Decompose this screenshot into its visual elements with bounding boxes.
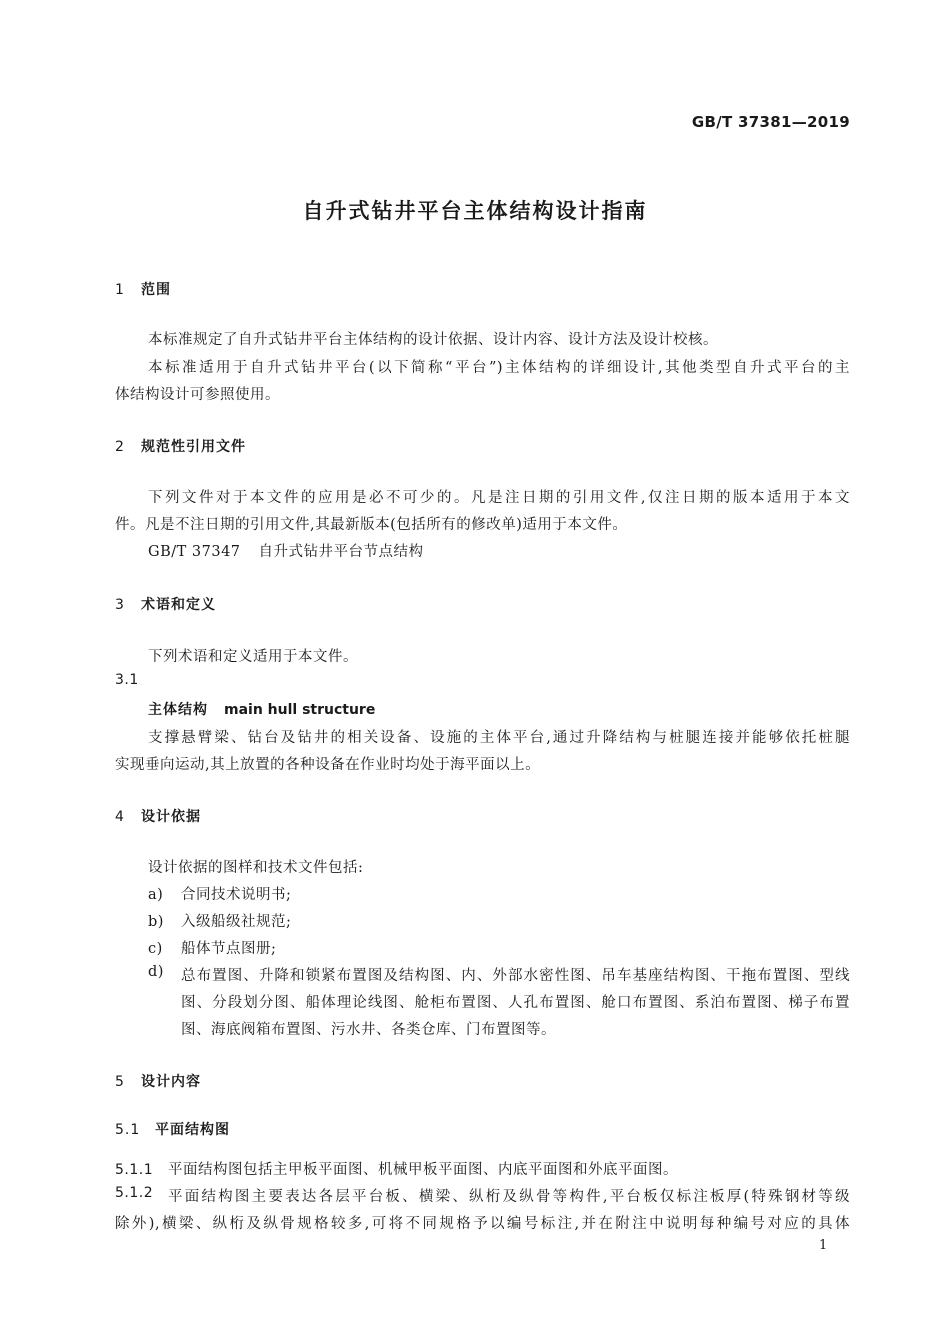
list-text: 船体节点图册;	[181, 941, 277, 957]
list-label: b)	[148, 914, 164, 930]
list-text-line: 总布置图、升降和锁紧布置图及结构图、内、外部水密性图、吊车基座结构图、干拖布置图、型线	[181, 968, 850, 984]
paragraph-line: 下列文件对于本文件的应用是必不可少的。凡是注日期的引用文件,仅注日期的版本适用于本文	[148, 490, 850, 506]
clause-number: 5.1.2	[115, 1185, 154, 1201]
standard-number: GB/T 37381—2019	[691, 113, 850, 131]
reference-code: GB/T 37347	[148, 544, 241, 560]
section-1-heading	[115, 279, 171, 299]
subsection-number: 5.1	[115, 1122, 141, 1138]
section-number: 2	[115, 439, 125, 455]
paragraph: 设计依据的图样和技术文件包括:	[148, 860, 364, 876]
document-title: 自升式钻井平台主体结构设计指南	[302, 199, 648, 223]
subsection-5-1-heading	[115, 1119, 230, 1139]
reference-title: 自升式钻井平台节点结构	[258, 544, 424, 560]
paragraph: 下列术语和定义适用于本文件。	[148, 649, 358, 665]
section-title: 设计依据	[141, 809, 201, 825]
list-text-line: 图、分段划分图、船体理论线图、舱柜布置图、人孔布置图、舱口布置图、系泊布置图、梯子布置	[181, 995, 850, 1011]
section-5-heading	[115, 1071, 201, 1091]
clause-text-line: 除外),横梁、纵桁及纵骨规格较多,可将不同规格予以编号标注,并在附注中说明每种编号对应的具体	[115, 1216, 850, 1232]
term-chinese: 主体结构	[148, 702, 208, 718]
list-item	[148, 883, 291, 904]
list-text: 入级船级社规范;	[181, 914, 292, 930]
subsection-title: 平面结构图	[155, 1122, 230, 1138]
clause-text: 平面结构图包括主甲板平面图、机械甲板平面图、内底平面图和外底平面图。	[168, 1162, 678, 1178]
section-4-heading	[115, 806, 201, 826]
definition-line: 支撑悬臂梁、钻台及钻井的相关设备、设施的主体平台,通过升降结构与桩腿连接并能够依托桩腿	[148, 730, 850, 746]
clause-text-line: 平面结构图主要表达各层平台板、横梁、纵桁及纵骨等构件,平台板仅标注板厚(特殊钢材等级	[168, 1189, 850, 1205]
paragraph-line: 件。凡是不注日期的引用文件,其最新版本(包括所有的修改单)适用于本文件。	[115, 517, 628, 533]
page-number: 1	[819, 1238, 828, 1253]
section-number: 5	[115, 1074, 125, 1090]
list-item	[148, 937, 276, 958]
term-english: main hull structure	[224, 702, 376, 718]
section-title: 范围	[141, 282, 171, 298]
section-number: 3	[115, 597, 125, 613]
clause-5-1-1	[115, 1158, 678, 1179]
section-title: 术语和定义	[141, 597, 216, 613]
definition-line: 实现垂向运动,其上放置的各种设备在作业时均处于海平面以上。	[115, 757, 541, 773]
list-label: d)	[148, 964, 164, 980]
paragraph: 本标准规定了自升式钻井平台主体结构的设计依据、设计内容、设计方法及设计校核。	[148, 332, 718, 348]
term-heading	[148, 699, 375, 719]
term-number: 3.1	[115, 672, 139, 688]
list-label: c)	[148, 941, 163, 957]
section-title: 设计内容	[141, 1074, 201, 1090]
clause-number: 5.1.1	[115, 1162, 154, 1178]
paragraph-line: 体结构设计可参照使用。	[115, 387, 280, 403]
section-3-heading	[115, 594, 216, 614]
section-number: 1	[115, 282, 125, 298]
list-label: a)	[148, 887, 164, 903]
list-text: 合同技术说明书;	[181, 887, 292, 903]
list-item	[148, 910, 291, 931]
reference-entry	[148, 540, 424, 561]
paragraph-line: 本标准适用于自升式钻井平台(以下简称“平台”)主体结构的详细设计,其他类型自升式平台的主	[148, 360, 850, 376]
list-text-line: 图、海底阀箱布置图、污水井、各类仓库、门布置图等。	[181, 1022, 556, 1038]
section-2-heading	[115, 436, 246, 456]
section-title: 规范性引用文件	[141, 439, 246, 455]
section-number: 4	[115, 809, 125, 825]
